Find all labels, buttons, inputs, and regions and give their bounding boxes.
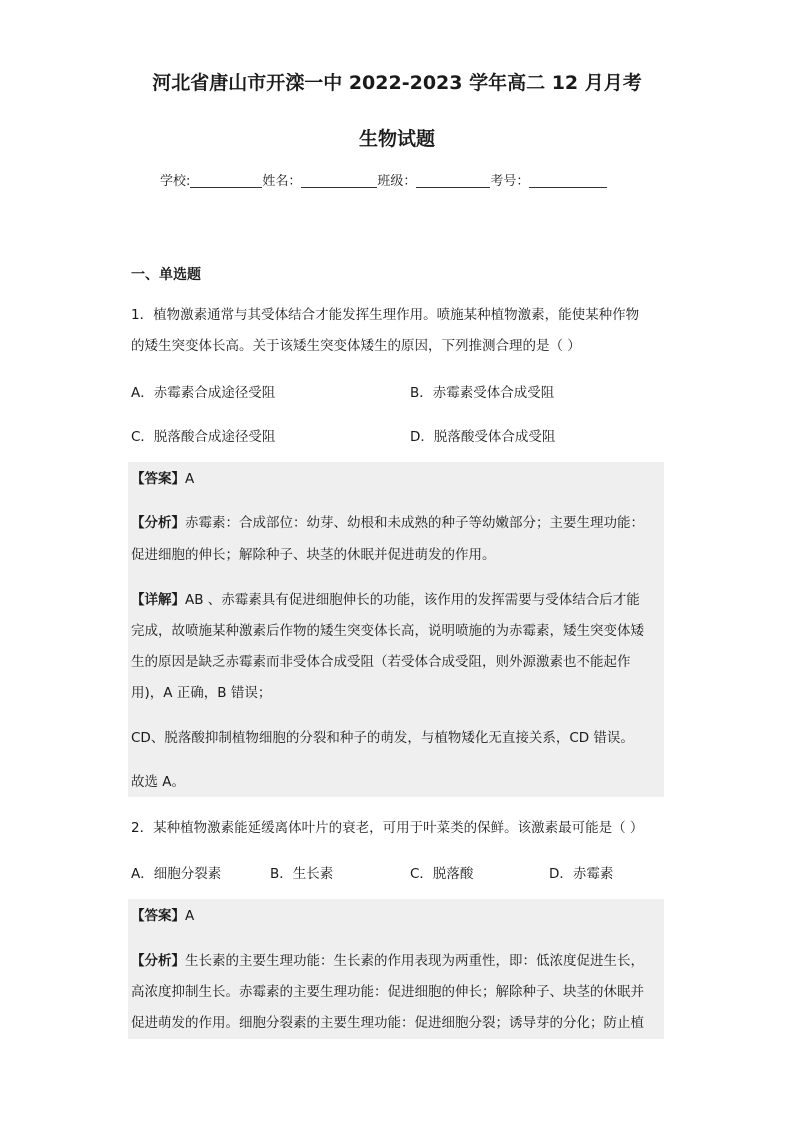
q2-answer — [131, 906, 194, 926]
q2-stem-line: 2．某种植物激素能延缓离体叶片的衰老，可用于叶菜类的保鲜。该激素最可能是（ ） — [131, 820, 644, 836]
student-info-row — [160, 170, 607, 189]
q2-analysis-line: 促进萌发的作用。细胞分裂素的主要生理功能：促进细胞分裂；诱导芽的分化；防止植 — [131, 1015, 644, 1031]
q1-answer — [131, 469, 194, 489]
detail-tag: 【详解】 — [131, 592, 185, 608]
q1-detail-line: CD、脱落酸抑制植物细胞的分裂和种子的萌发，与植物矮化无直接关系，CD 错误。 — [131, 730, 634, 746]
q1-detail-line: 完成，故喷施某种激素后作物的矮生突变体长高，说明喷施的为赤霉素，矮生突变体矮 — [131, 623, 644, 639]
q1-stem-line: 1．植物激素通常与其受体结合才能发挥生理作用。喷施某种植物激素，能使某种作物 — [131, 307, 640, 323]
class-label: 班级： — [377, 174, 417, 189]
exam-no-blank[interactable] — [529, 173, 607, 188]
q1-analysis-line: 促进细胞的伸长；解除种子、块茎的休眠并促进萌发的作用。 — [131, 547, 496, 563]
answer-tag: 【答案】 — [131, 471, 185, 487]
q1-analysis-line: 【分析】赤霉素：合成部位：幼芽、幼根和未成熟的种子等幼嫩部分；主要生理功能： — [131, 515, 644, 531]
analysis-tag: 【分析】 — [131, 953, 185, 969]
q2-option-d: D．赤霉素 — [549, 866, 614, 882]
q2-option-a: A．细胞分裂素 — [131, 866, 222, 882]
q1-option-d: D．脱落酸受体合成受阻 — [410, 429, 556, 445]
q1-option-b: B．赤霉素受体合成受阻 — [410, 385, 555, 401]
school-label: 学校: — [160, 174, 191, 189]
q1-stem-line: 的矮生突变体长高。关于该矮生突变体矮生的原因，下列推测合理的是（ ） — [131, 338, 581, 354]
q2-option-c: C．脱落酸 — [410, 866, 474, 882]
q1-detail-line: 【详解】AB 、赤霉素具有促进细胞伸长的功能，该作用的发挥需要与受体结合后才能 — [131, 592, 640, 608]
q1-detail-line: 生的原因是缺乏赤霉素而非受体合成受阻（若受体合成受阻，则外源激素也不能起作 — [131, 654, 631, 670]
document-title: 河北省唐山市开滦一中 2022-2023 学年高二 12 月月考 — [152, 72, 642, 94]
q1-option-c: C．脱落酸合成途径受阻 — [131, 429, 276, 445]
q1-conclusion: 故选 A。 — [131, 774, 186, 790]
document-subtitle: 生物试题 — [358, 128, 435, 150]
exam-no-label: 考号： — [490, 174, 530, 189]
name-blank[interactable] — [301, 173, 377, 188]
class-blank[interactable] — [416, 173, 490, 188]
q2-analysis-line: 高浓度抑制生长。赤霉素的主要生理功能：促进细胞的伸长；解除种子、块茎的休眠并 — [131, 984, 644, 1000]
answer-value: A — [185, 471, 195, 487]
q1-option-a: A．赤霉素合成途径受阻 — [131, 385, 276, 401]
answer-tag: 【答案】 — [131, 908, 185, 924]
answer-value: A — [185, 908, 195, 924]
school-blank[interactable] — [190, 173, 262, 188]
q2-option-b: B．生长素 — [270, 866, 334, 882]
q2-analysis-line: 【分析】生长素的主要生理功能：生长素的作用表现为两重性，即：低浓度促进生长， — [131, 953, 644, 969]
q1-detail-line: 用)，A 正确，B 错误； — [131, 685, 272, 701]
section-title: 一、单选题 — [131, 267, 201, 283]
analysis-tag: 【分析】 — [131, 515, 185, 531]
name-label: 姓名： — [262, 174, 302, 189]
